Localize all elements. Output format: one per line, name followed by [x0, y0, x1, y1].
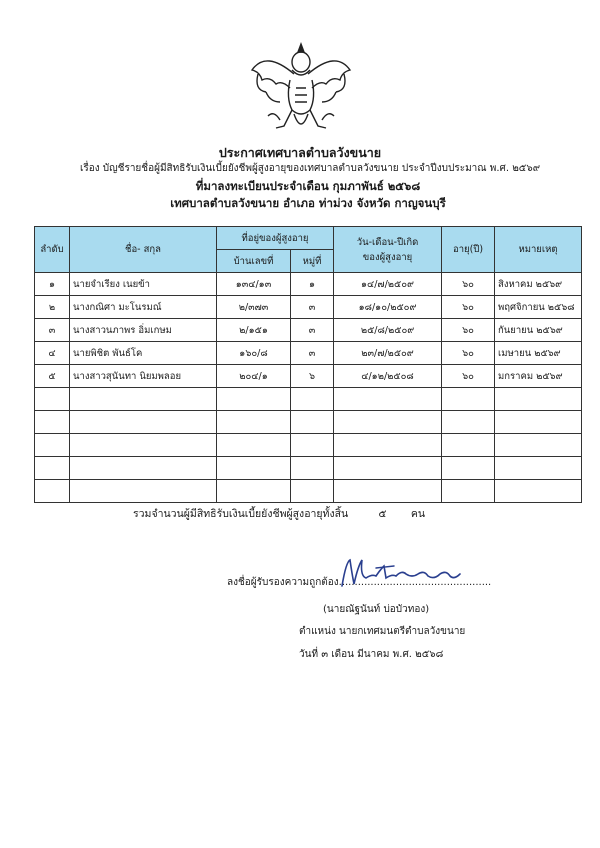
row-remark: พฤศจิกายน ๒๕๖๘	[495, 296, 582, 319]
table-row	[35, 296, 582, 319]
row-house-no: ๒/๑๕๑	[217, 319, 291, 342]
header-name: ชื่อ- สกุล	[70, 227, 217, 273]
header-no: ลำดับ	[35, 227, 70, 273]
row-name: นายจำเรียง เนยข้า	[70, 273, 217, 296]
header-dob-line2: ของผู้สูงอายุ	[362, 251, 413, 263]
row-name: นายพิชิต พันธ์โค	[70, 342, 217, 365]
row-remark: เมษายน ๒๕๖๙	[495, 342, 582, 365]
total-count: ๕	[378, 508, 387, 520]
handwritten-signature	[336, 556, 466, 590]
row-no: ๔	[35, 342, 70, 365]
row-village: ๑	[291, 273, 334, 296]
row-dob: ๑๘/๑๐/๒๕๐๙	[334, 296, 442, 319]
table-row-empty	[35, 480, 582, 503]
header-dob	[334, 227, 442, 273]
elderly-allowance-table	[34, 226, 582, 503]
signer-name: (นายณัฐนันท์ บ่อบัวทอง)	[323, 604, 430, 615]
row-house-no: ๒๐๔/๑	[217, 365, 291, 388]
row-name: นางกณิศา มะโนรมณ์	[70, 296, 217, 319]
table-row-empty	[35, 457, 582, 480]
row-name: นางสาวสุนันทา นิยมพลอย	[70, 365, 217, 388]
registration-month: ที่มาลงทะเบียนประจำเดือน กุมภาพันธ์ ๒๕๖๘	[195, 179, 421, 193]
table-row	[35, 342, 582, 365]
row-age: ๖๐	[442, 319, 495, 342]
row-dob: ๒๕/๘/๒๕๐๙	[334, 319, 442, 342]
org-announcement-title: ประกาศเทศบาลตำบลวังขนาย	[218, 145, 382, 160]
row-age: ๖๐	[442, 273, 495, 296]
signer-position: ตำแหน่ง นายกเทศมนตรีตำบลวังขนาย	[299, 626, 466, 637]
document-subject: เรื่อง บัญชีรายชื่อผู้มีสิทธิรับเงินเบี้ยยังชีพผู้สูงอายุของเทศบาลตำบลวังขนาย ประจำปีงบประมาณ พ.ศ. ๒๕๖๙	[79, 163, 541, 174]
row-village: ๓	[291, 319, 334, 342]
header-village: หมู่ที่	[291, 250, 334, 273]
row-village: ๓	[291, 342, 334, 365]
row-age: ๖๐	[442, 365, 495, 388]
total-summary	[133, 505, 425, 522]
header-age: อายุ(ปี)	[442, 227, 495, 273]
row-remark: สิงหาคม ๒๕๖๙	[495, 273, 582, 296]
total-label: รวมจำนวนผู้มีสิทธิรับเงินเบี้ยยังชีพผู้สูงอายุทั้งสิ้น	[133, 508, 349, 520]
row-village: ๓	[291, 296, 334, 319]
header-house-no: บ้านเลขที่	[217, 250, 291, 273]
table-row-empty	[35, 388, 582, 411]
row-no: ๕	[35, 365, 70, 388]
row-dob: ๔/๑๒/๒๕๐๘	[334, 365, 442, 388]
row-house-no: ๑๓๔/๑๓	[217, 273, 291, 296]
header-dob-line1: วัน-เดือน-ปีเกิด	[356, 236, 419, 248]
table-row	[35, 365, 582, 388]
header-remark: หมายเหตุ	[495, 227, 582, 273]
location-line: เทศบาลตำบลวังขนาย อำเภอ ท่าม่วง จังหวัด กาญจนบุรี	[170, 196, 446, 210]
table-row-empty	[35, 411, 582, 434]
row-house-no: ๒/๓๗๓	[217, 296, 291, 319]
row-age: ๖๐	[442, 296, 495, 319]
row-no: ๓	[35, 319, 70, 342]
garuda-emblem-icon	[246, 40, 356, 136]
row-village: ๖	[291, 365, 334, 388]
row-remark: กันยายน ๒๕๖๙	[495, 319, 582, 342]
row-dob: ๑๔/๗/๒๕๐๙	[334, 273, 442, 296]
row-age: ๖๐	[442, 342, 495, 365]
row-name: นางสาวนภาพร อิ่มเกษม	[70, 319, 217, 342]
row-house-no: ๑๖๐/๘	[217, 342, 291, 365]
row-dob: ๒๓/๗/๒๕๐๙	[334, 342, 442, 365]
signing-date: วันที่ ๓ เดือน มีนาคม พ.ศ. ๒๕๖๘	[299, 649, 444, 660]
row-remark: มกราคม ๒๕๖๙	[495, 365, 582, 388]
row-no: ๒	[35, 296, 70, 319]
total-unit: คน	[410, 508, 426, 520]
table-row-empty	[35, 434, 582, 457]
certify-line: ลงชื่อผู้รับรองความถูกต้อง................................................	[227, 577, 492, 588]
row-no: ๑	[35, 273, 70, 296]
header-address: ที่อยู่ของผู้สูงอายุ	[217, 227, 334, 250]
table-row	[35, 273, 582, 296]
table-row	[35, 319, 582, 342]
